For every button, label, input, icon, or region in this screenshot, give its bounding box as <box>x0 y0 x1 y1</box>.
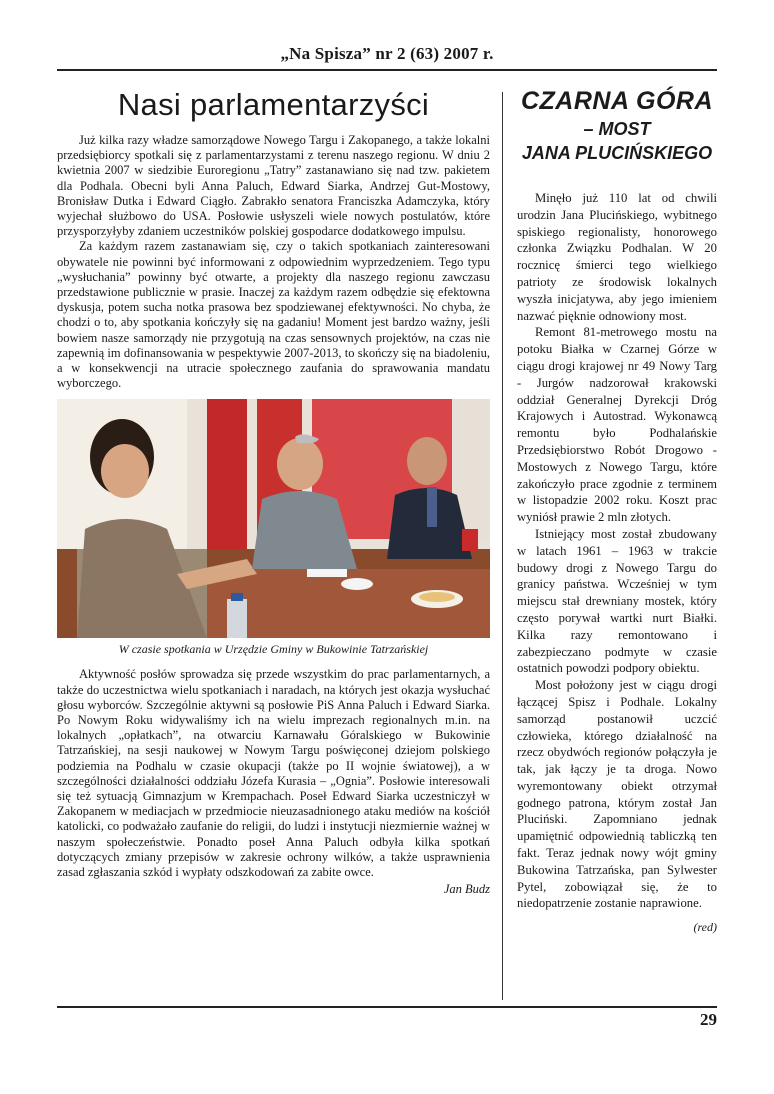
left-article <box>57 83 490 897</box>
side-title-line: JANA PLUCIŃSKIEGO <box>521 143 713 163</box>
footer-rule <box>57 1006 717 1008</box>
article-paragraph: Aktywność posłów sprowadza się przede wszystkim do prac parlamentarnych, a także do uczestnictwa wielu spotkaniach i naradach, na których jest okazja wysłuchać głosu wyborców. Szczególnie aktywni są posłowie PiS Anna Paluch i Edward Siarka. Po Nowym Roku widywaliśmy ich na wielu imprezach regionalnych m.in. na lokalnych „opłatkach”, na otwarciu Karnawału Góralskiego w Bukowinie Tatrzańskiej, na sesji naukowej w Nowym Targu poświęconej dziejom polskiego podziemia na Podhalu w czasie okupacji (także po II wojnie światowej), a w szczególności działalności oddziału Józefa Kurasia – „Ognia”. Posłowie interesowali się też sytuacją Gimnazjum w Krempachach. Poseł Edward Siarka uczestniczył w Zakopanem w mediacjach w przedmiocie nieuzasadnionego ataku mediów na kościół katolicki, co podważało zaufanie do religii, do ludzi i instytucji niezmiernie ważnej w naszym społeczeństwie. Ponadto poseł Anna Paluch odbyła kilka spotkań dotyczących zmiany przepisów w zakresie ochrony wilków, a także usprawnienia zasad zgłaszania szkód i wypłaty odszkodowań za zabite owce. <box>57 667 490 880</box>
right-article <box>517 83 717 935</box>
editorial-signature: (red) <box>693 920 717 935</box>
side-article-paragraph: Most położony jest w ciągu drogi łączącej Spisz i Podhale. Lokalny samorząd postanowił uczcić człowieka, którego działalność na rzecz obydwóch regionów połączyła je tak, jak łączy je ta droga. Nowo wyremontowany obiekt otrzymał godnego patrona, którym został Jan Pluciński. Zapomniano jednak upamiętnić odpowiednią tabliczką ten fakt. Teraz jednak nowy wójt gminy Bukowina Tatrzańska, pan Sylwester Pytel, zobowiązał się, że to niedopatrzenie zostanie naprawione. <box>517 678 717 911</box>
page-number: 29 <box>700 1010 717 1029</box>
side-article-paragraph: Istniejący most został zbudowany w latach 1961 – 1963 w trakcie budowy drogi z Nowego Targu do granicy państwa. Wcześniej w tym miejscu stał drewniany mostek, który często porywał wartki nurt Białki. Kilka razy remontowano i zabezpieczano podmyte w czasie ostatnich powodzi podpory obiektu. <box>517 526 717 676</box>
side-article-paragraph: Remont 81-metrowego mostu na potoku Białka w Czarnej Górze w ciągu drogi krajowej nr 49 Nowy Targ - Jurgów nadzorował krakowski oddział Generalnej Dyrekcji Dróg Krajowych i Autostrad. Wykonawcą remontu było Podhalańskie Przedsiębiorstwo Robót Drogowo - Mostowych z Nowego Targu, które zakończyło prace zgodnie z terminem w listopadzie 2002 roku. Koszt prac wyniósł prawie 2 mln złotych. <box>517 325 717 525</box>
header-rule <box>57 69 717 71</box>
article-paragraph: Już kilka razy władze samorządowe Nowego Targu i Zakopanego, a także lokalni przedsiębiorcy spotkali się z parlamentarzystami z terenu naszego regionu. W dniu 2 kwietnia 2007 w siedzibie Euroregionu „Tatry” zastanawiano się nad tzw. pakietem dla Podhala. Obecni byli Anna Paluch, Edward Siarka, Andrzej Gut-Mostowy, Bronisław Dutka i Edward Ciągło. Zabrakło senatora Franciszka Adamczyka, który wyjechał służbowo do USA. Posłowie usłyszeli wiele nowych postulatów, które przysporzyłyby zdaniem uczestników polskiej gospodarce dodatkowego impulsu. <box>57 133 490 239</box>
side-title-line: CZARNA GÓRA <box>520 87 714 115</box>
article-paragraph: Za każdym razem zastanawiam się, czy o takich spotkaniach zainteresowani obywatele nie powinni być informowani z odpowiednim wyprzedzeniem. Tego typu „wysłuchania” powinny być otwarte, a projekty dla naszego regionu zawczasu przedstawione publicznie w prasie. Inaczej za każdym razem odbędzie się efektowna dyskusja, potem sucha notka prasowa bez spodziewanej efektywności. No chyba, że chodzi o to, aby spotkania kończyły się na gadaniu! Moment jest bardzo ważny, jeśli bowiem nasze samorządy nie przygotują na czas sensownych projektów, na czas nie zapewnią im dofinansowania w pespektywie 2007-2013, to skończy się na biadoleniu, a w konsekwencji na utracie społecznego zaufania do sprawowania mandatu wyborczego. <box>57 239 490 391</box>
article-title: Nasi parlamentarzyści <box>117 87 430 122</box>
side-article-paragraph: Minęło już 110 lat od chwili urodzin Jana Plucińskiego, wybitnego spiskiego regionalisty, honorowego członka Związku Podhalan. W 20 rocznicę śmierci tego wielkiego patrioty ze środowisk lokalnych wyszła inicjatywa, aby jego imieniem nazwać pięknie odnowiony most. <box>517 191 717 323</box>
photo-caption: W czasie spotkania w Urzędzie Gminy w Bukowinie Tatrzańskiej <box>118 642 429 657</box>
side-title-line: – MOST <box>583 119 651 139</box>
side-article-title <box>517 87 717 164</box>
column-divider <box>502 92 503 1000</box>
running-head: „Na Spisza” nr 2 (63) 2007 r. <box>280 44 494 63</box>
article-author: Jan Budz <box>443 882 490 897</box>
meeting-photo <box>57 399 490 638</box>
